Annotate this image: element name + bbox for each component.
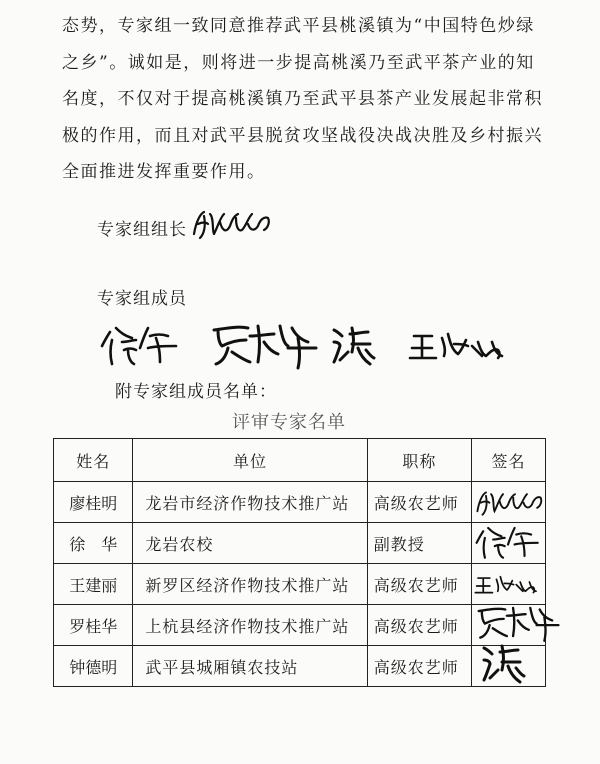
leader-label: 专家组组长 [97, 220, 187, 240]
attachment-label: 附专家组成员名单： [115, 382, 277, 402]
cell-name: 钟德明 [54, 646, 133, 687]
paragraph-line: 极的作用，而且对武平县脱贫攻坚战役决战决胜及乡村振兴 [62, 125, 543, 146]
cell-signature [472, 523, 546, 564]
expert-list-table [53, 438, 546, 687]
header-name: 姓名 [54, 439, 133, 482]
table-row [54, 523, 546, 564]
table-row [54, 482, 546, 523]
cell-signature [472, 646, 546, 687]
cell-name: 王建丽 [54, 564, 133, 605]
cell-unit: 龙岩农校 [133, 523, 367, 564]
cell-title: 副教授 [367, 523, 471, 564]
cell-unit: 新罗区经济作物技术推广站 [133, 564, 367, 605]
table-title: 评审专家名单 [232, 412, 346, 433]
leader-signature [190, 204, 272, 240]
member-signature-luo-guihua [208, 318, 318, 370]
cell-unit: 上杭县经济作物技术推广站 [133, 605, 367, 646]
cell-signature [472, 482, 546, 523]
body-paragraph [62, 8, 562, 191]
paragraph-line: 全面推进发挥重要作用。 [62, 162, 266, 182]
cell-name: 徐 华 [54, 523, 133, 564]
cell-name: 罗桂华 [54, 605, 133, 646]
signature-image [474, 572, 540, 600]
cell-title: 高级农艺师 [367, 482, 471, 523]
cell-title: 高级农艺师 [367, 605, 471, 646]
member-signature-wang-jianli [408, 328, 508, 362]
cell-title: 高级农艺师 [367, 646, 471, 687]
signature-image [474, 523, 542, 565]
member-signature-xu-hua [100, 322, 180, 368]
table-row [54, 605, 546, 646]
signature-image [480, 640, 528, 688]
cell-title: 高级农艺师 [367, 564, 471, 605]
members-label: 专家组成员 [97, 289, 187, 309]
cell-name: 廖桂明 [54, 482, 133, 523]
header-title: 职称 [367, 439, 471, 482]
header-unit: 单位 [133, 439, 367, 482]
table-row [54, 646, 546, 687]
signature-image [474, 484, 544, 522]
table-row [54, 564, 546, 605]
cell-unit: 龙岩市经济作物技术推广站 [133, 482, 367, 523]
cell-signature [472, 564, 546, 605]
paragraph-line: 名度，不仅对于提高桃溪镇乃至武平县茶产业发展起非常积 [62, 89, 543, 109]
paragraph-line: 之乡”。诚如是，则将进一步提高桃溪乃至武平茶产业的知 [62, 52, 535, 73]
table-header-row [54, 439, 546, 482]
member-signature-zhong-deming [330, 322, 378, 366]
header-signature: 签名 [472, 439, 546, 482]
paragraph-line: 态势，专家组一致同意推荐武平县桃溪镇为“中国特色炒绿 [62, 16, 535, 36]
cell-unit: 武平县城厢镇农技站 [133, 646, 367, 687]
